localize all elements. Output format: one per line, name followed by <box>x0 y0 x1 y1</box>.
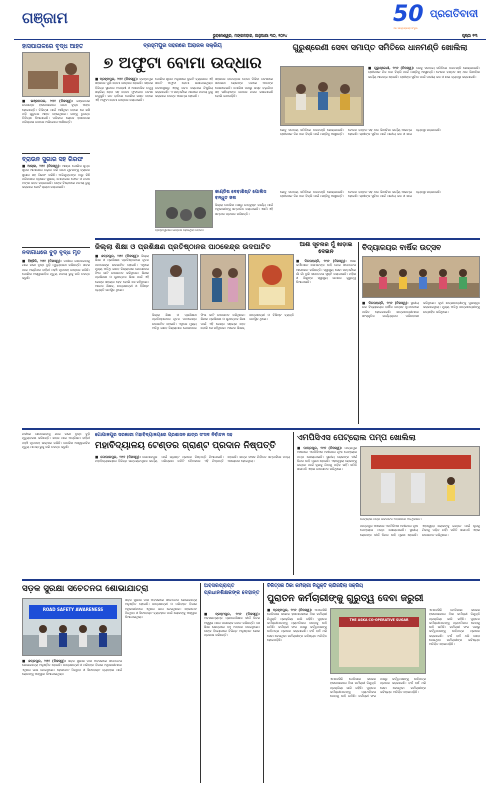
petrol-pump-divider <box>293 432 294 575</box>
petrol-pump-body-col2 <box>360 524 480 575</box>
teachers-training-dateline: ■ ଛତ୍ରପୁର, ୨୯ା୧ (ନିଜସ୍ୱ): <box>95 254 140 258</box>
college-grant-headline: ମହାବିଦ୍ୟାଳୟ ଟେଣ୍ଡର ଗ୍ରାଣ୍ଟ ପ୍ରଦାନ ନିଷ୍ପତ୍ତି <box>95 441 276 451</box>
medical-kicker: ଚିକିତ୍ସକ ଠିକା କର୍ମଚାରୀ ନିଯୁକ୍ତି ଲାଗିରହିଲା ସକ୍ରିୟ <box>267 584 363 589</box>
teachers-training-photo-1 <box>152 254 198 310</box>
petrol-pump-text-2: ପାତ୍ରପୁର ଅଞ୍ଚଳରେ ଏମପିସିଏସ ଅଧୀନରେ ନୂଆ ପେଟ୍ରୋଲ ପମ୍ପ ଖୋଲାଯାଇଛି। ସ୍ଥାନୀୟ ଲୋକଙ୍କ ଦୀର୍ଘ ଦିନର ଦାବି ପୂରଣ ହୋଇଛି। ଏହାଦ୍ୱାରା ଲୋକଙ୍କୁ ଇନ୍ଧନ ପାଇଁ ଦୂରକୁ ଯିବାକୁ ପଡ଼ିବ ନାହିଁ। ସମିତି ସଭାପତି ଏହାର ଉଦଘାଟନ କରିଥିଲେ। <box>360 524 480 537</box>
old-woman-photo <box>22 52 90 97</box>
medical-divider <box>263 583 264 783</box>
brown-sugar-rule <box>22 153 90 154</box>
collector-body-col-right <box>280 190 480 236</box>
left-column-continued <box>22 432 90 575</box>
asha-headline: ଆଶା ସୂଚନାର ମୁଁ ଖାଡ଼ାଇ ଦେଇନ <box>299 242 353 255</box>
masthead <box>0 0 500 40</box>
drowning-headline: ନଦୀଗାଧରେ ବୁଡ଼ି ବୃଦ୍ଧ ମୃତ <box>22 250 81 256</box>
bomb-dateline: ■ ବ୍ରହ୍ମପୁର, ୨୯ା୧ (ନିଜସ୍ୱ): <box>95 77 139 81</box>
collector-dateline: ■ ଗୁରୁଶ୍ରେଣୀ, ୨୯ା୧ (ନିଜସ୍ୱ): <box>368 66 415 70</box>
collector-headline: ଗୁରୁଶ୍ରେଣୀ ସେବା ସମାପ୍ତ ସମିତିରେ ଧାନମଣ୍ଡି ଖୋଲିଲା <box>292 43 468 52</box>
drowning-body <box>22 259 90 424</box>
old-woman-kicker: ହାସପାତାଳରେ ବୃଦ୍ଧ ଆହତ <box>22 43 84 50</box>
petrol-pump-photo-art <box>361 447 480 516</box>
road-safety-headline: ସଡ଼କ ସୁରକ୍ଷା ସଚେତନତା ଶୋଭାଯାତ୍ରା <box>22 584 149 594</box>
road-safety-body-side <box>125 598 197 783</box>
bomb-photo-art <box>156 191 213 228</box>
date-line: ଭୁବନେଶ୍ୱର, ମଙ୍ଗଳବାର, ଜାନୁଆରୀ ୩୦, ୨୦୨୪ <box>212 33 288 38</box>
collector-photo-art <box>281 67 364 126</box>
school-annual-photo-art <box>363 257 480 298</box>
bomb-photo-caption: ବ୍ରହ୍ମପୁରରେ ଉଦ୍ଧାର ହୋଇଥିବା ବୋମା। <box>155 229 204 232</box>
anniversary-number: 50 <box>393 2 424 27</box>
brown-sugar-body <box>22 164 90 244</box>
bomb-kicker-bar <box>95 43 270 51</box>
masthead-rule <box>14 39 486 40</box>
police-award-box <box>215 190 273 236</box>
petrol-pump-caption: ପେଟ୍ରୋଲ ପମ୍ପ ଉଦଘାଟନ ଅବସରରେ ଅତିଥିମାନେ। <box>360 518 422 521</box>
medical-body <box>267 608 327 783</box>
old-woman-dateline: ■ ଭଞ୍ଜନଗର, ୨୯ା୧ (ନିଜସ୍ୱ): <box>22 99 74 103</box>
drowning-dateline: ■ ହିଞ୍ଜିଳି, ୨୯ା୧ (ନିଜସ୍ୱ): <box>22 259 62 263</box>
brown-sugar-headline: ବ୍ରାଉନ ସୁଗାର ସହ ଗିରଫ <box>22 156 84 163</box>
drowning-text: ନଦୀରେ ଗାଧୋଇବାକୁ ଯାଇ ଜଣେ ବୃଦ୍ଧ ବୁଡ଼ି ମୃତ୍ୟୁବରଣ କରିଛନ୍ତି। ଖବର ପାଇ ଅଗ୍ନିଶମ ବାହିନୀ ପହଞ୍ଚି ମୃତଦେହ ଉଦ୍ଧାର କରିଛି। ପୋଲିସ ଅସ୍ୱାଭାବିକ ମୃତ୍ୟୁ ମାମଲା ରୁଜୁ କରି ତଦନ୍ତ କରୁଛି। <box>22 259 90 281</box>
old-woman-photo-art <box>23 53 90 97</box>
petrol-pump-headline: ଏମପିସିଏସ ପେଟ୍ରୋଲ ପମ୍ପ ଖୋଲିଲା <box>297 433 416 442</box>
anniversary-tagline: ଏକ ସତ୍ୟାଶ୍ରୟୀ ସଂସ୍ଥାନ <box>393 27 418 30</box>
petrol-pump-photo <box>360 446 480 516</box>
college-grant-dateline: ■ ଗୋପାଳପୁର, ୨୯ା୧ (ନିଜସ୍ୱ): <box>95 455 141 459</box>
petrol-pump-text: ପାତ୍ରପୁର ଅଞ୍ଚଳରେ ଏମପିସିଏସ ଅଧୀନରେ ନୂଆ ପେଟ୍ରୋଲ ପମ୍ପ ଖୋଲାଯାଇଛି। ସ୍ଥାନୀୟ ଲୋକଙ୍କ ଦୀର୍ଘ ଦିନର ଦାବି ପୂରଣ ହୋଇଛି। ଏହାଦ୍ୱାରା ଲୋକଙ୍କୁ ଇନ୍ଧନ ପାଇଁ ଦୂରକୁ ଯିବାକୁ ପଡ଼ିବ ନାହିଁ। ସମିତି ସଭାପତି ଏହାର ଉଦଘାଟନ କରିଥିଲେ। <box>297 446 357 472</box>
teachers-training-text: ଜିଲ୍ଲା ଶିକ୍ଷା ଓ ପ୍ରଶିକ୍ଷଣ ପ୍ରତିଷ୍ଠାନରେ ନୂତନ ପାଠକେନ୍ଦ୍ର ଉଦଘାଟିତ ହୋଇଛି। ଏଥିରେ ମୁଖ୍ୟ ଅତିଥି ଭାବେ ଜିଲ୍ଲାପାଳ ଯୋଗଦେଇ ଫିତା କାଟି ଉଦଘାଟନ କରିଥିଲେ। ଶିକ୍ଷକ ପ୍ରଶିକ୍ଷଣ ଓ ଗୁଣାତ୍ମକ ଶିକ୍ଷା ପାଇଁ ଏହି କେନ୍ଦ୍ର ସହାୟକ ହେବ ବୋଲି ସେ କହିଥିଲେ। ଅନେକ ଶିକ୍ଷକ, ଛାତ୍ରଛାତ୍ରୀ ଓ ବିଶିଷ୍ଟ ବ୍ୟକ୍ତି ଉପସ୍ଥିତ ଥିଲେ। <box>95 254 149 293</box>
bomb-kicker: ବ୍ରହ୍ମପୁର ସହରରେ ଅରାଜକ ସକ୍ରିୟ <box>143 43 222 49</box>
section-title: ଗଞ୍ଜାମ <box>22 9 68 27</box>
anniversary-logo <box>393 3 427 33</box>
medical-body-3 <box>429 608 480 783</box>
teachers-training-photo-2 <box>200 254 246 310</box>
retired-body <box>204 612 260 783</box>
teachers-training-headline: ଜିଲ୍ଲା ଶିକ୍ଷା ଓ ପ୍ରଶିକ୍ଷଣ ପ୍ରତିଷ୍ଠାନର ପାଠକେନ୍ଦ୍ର ଉଦଘାଟିତ <box>95 242 271 251</box>
bomb-photo <box>155 190 213 228</box>
medical-dateline: ■ ବ୍ରହ୍ମପୁର, ୨୯ା୧ (ନିଜସ୍ୱ): <box>267 608 313 612</box>
school-annual-headline: ବିଦ୍ୟାଳୟର ବାର୍ଷିକ ଉତ୍ସବ <box>362 243 442 252</box>
retired-divider <box>200 583 201 783</box>
school-annual-photo <box>362 256 480 298</box>
retired-text: ଅବସରପ୍ରାପ୍ତ ପ୍ରଧାନଶିକ୍ଷକ ଦୀର୍ଘ ଦିନର ଅସୁସ୍ଥତା ପରେ ପରଲୋକ ଗମନ କରିଛନ୍ତି। ସେ ଶିକ୍ଷା କ୍ଷେତ୍ରରେ ବହୁ ଅବଦାନ ଦେଇଥିଲେ। ତାଙ୍କ ବିୟୋଗରେ ବିଭିନ୍ନ ଅନୁଷ୍ଠାନ ଶୋକ ପ୍ରକାଶ କରିଛନ୍ତି। <box>204 616 260 638</box>
road-safety-body <box>22 659 122 783</box>
teachers-training-body <box>95 254 149 424</box>
asha-body <box>296 259 356 419</box>
section-4-rule <box>22 579 480 581</box>
road-safety-text: ସଡ଼କ ସୁରକ୍ଷା ମାସ ଅବସରରେ ସଚେତନତା ଶୋଭାଯାତ୍ରା ଅନୁଷ୍ଠିତ ହୋଇଛି। ଛାତ୍ରଛାତ୍ରୀ ଓ ପରିବହନ ବିଭାଗ ଅଧିକାରୀମାନେ ଏଥିରେ ଭାଗ ନେଇଥିଲେ। ହେଲମେଟ ପିନ୍ଧିବା ଓ ସିଟବେଲ୍ଟ ବ୍ୟବହାର ପାଇଁ ଲୋକଙ୍କୁ ଆହ୍ୱାନ ଦିଆଯାଇଥିଲା। <box>22 659 122 676</box>
collector-photo <box>280 66 364 126</box>
medical-text: ଏମକେସିଜି ମେଡିକାଲ କଲେଜ ହାସପାତାଳରେ ଠିକା କର୍ମଚାରୀ ନିଯୁକ୍ତି ପ୍ରକ୍ରିୟା ଜାରି ରହିଛି। ପୁରାତନ କର୍ମଚାରୀମାନଙ୍କୁ ପ୍ରାଥମିକତା ଦେବାକୁ ଦାବି ଉଠିଛି। କର୍ମଚାରୀ ସଂଘ ପକ୍ଷରୁ କର୍ତ୍ତୃପକ୍ଷଙ୍କୁ ଦାବିପତ୍ର ପ୍ରଦାନ କରାଯାଇଛି। ବର୍ଷ ବର୍ଷ ଧରି ସେବା ଦେଉଥିବା କର୍ମଚାରୀଙ୍କ ଭବିଷ୍ୟତ ଅନିଶ୍ଚିତ ହୋଇପଡ଼ିଛି। <box>267 608 327 643</box>
teachers-training-photo-1-art <box>153 255 198 310</box>
road-safety-text-2: ସଡ଼କ ସୁରକ୍ଷା ମାସ ଅବସରରେ ସଚେତନତା ଶୋଭାଯାତ୍ରା ଅନୁଷ୍ଠିତ ହୋଇଛି। ଛାତ୍ରଛାତ୍ରୀ ଓ ପରିବହନ ବିଭାଗ ଅଧିକାରୀମାନେ ଏଥିରେ ଭାଗ ନେଇଥିଲେ। ହେଲମେଟ ପିନ୍ଧିବା ଓ ସିଟବେଲ୍ଟ ବ୍ୟବହାର ପାଇଁ ଲୋକଙ୍କୁ ଆହ୍ୱାନ ଦିଆଯାଇଥିଲା। <box>125 598 197 620</box>
bomb-headline: ୭ ଅଫୁଟା ବୋମା ଉଦ୍ଧାର <box>103 53 262 72</box>
teachers-training-photo-3-art <box>249 255 294 310</box>
brown-sugar-text: ଆସ୍କା ପୋଲିସ ଗୁପ୍ତ ସୂଚନା ଆଧାରରେ ଚଢ଼ାଉ କରି ଜଣେ ଯୁବକଙ୍କୁ ବ୍ରାଉନ ସୁଗାର ସହ ଗିରଫ କରିଛି। ଅଭିଯୁକ୍ତଙ୍କ ଠାରୁ କିଛି ପରିମାଣର ବ୍ରାଉନ ସୁଗାର, ମୋବାଇଲ ଫୋନ ଓ ନଗଦ ଟଙ୍କା ଜବତ କରାଯାଇଛି। ତାଙ୍କ ବିରୋଧରେ ମାମଲା ରୁଜୁ କରାଯାଇ କୋର୍ଟ ଚାଲାଣ କରାଯାଇଛି। <box>22 164 90 190</box>
bomb-body-col2 <box>155 77 213 187</box>
collector-text: ଲେବୁ ସମବାୟ ସମିତିରେ ଧାନମଣ୍ଡି ଖୋଲାଯାଇଛି। ଚାଷୀମାନେ ନିଜ ଧାନ ବିକ୍ରି ପାଇଁ ମଣ୍ଡିକୁ ଆସୁଛନ୍ତି। ଟୋକନ ବଣ୍ଟନ ସହ ଧାନ କିଣାବିକା କାର୍ଯ୍ୟ ଆରମ୍ଭ ହୋଇଛି। ଚାଷୀଙ୍କ ସୁବିଧା ପାଇଁ ପାନୀୟ ଜଳ ଓ ଛାଇ ବ୍ୟବସ୍ଥା କରାଯାଇଛି। <box>368 66 480 79</box>
section-3-rule <box>22 428 480 430</box>
school-annual-divider <box>358 242 359 424</box>
collector-text-tail: ଲେବୁ ସମବାୟ ସମିତିରେ ଧାନମଣ୍ଡି ଖୋଲାଯାଇଛି। ଚାଷୀମାନେ ନିଜ ଧାନ ବିକ୍ରି ପାଇଁ ମଣ୍ଡିକୁ ଆସୁଛନ୍ତି। ଟୋକନ ବଣ୍ଟନ ସହ ଧାନ କିଣାବିକା କାର୍ଯ୍ୟ ଆରମ୍ଭ ହୋଇଛି। ଚାଷୀଙ୍କ ସୁବିଧା ପାଇଁ ପାନୀୟ ଜଳ ଓ ଛାଇ ବ୍ୟବସ୍ଥା କରାଯାଇଛି। <box>280 190 442 199</box>
asha-box <box>296 242 356 424</box>
road-safety-dateline: ■ ଛତ୍ରପୁର, ୨୯ା୧ (ନିଜସ୍ୱ): <box>22 659 67 663</box>
old-woman-body <box>22 99 90 151</box>
drowning-rule <box>22 247 90 248</box>
police-award-text: ଜିଲ୍ଲା ପୋଲିସ ପକ୍ଷରୁ ଉତ୍କୃଷ୍ଟ କାର୍ଯ୍ୟ ପାଇଁ ଅଧିକାରୀଙ୍କୁ ସମ୍ମାନିତ କରାଯାଇଛି। ଏସପି ଏହି ସମ୍ମାନ ପ୍ରଦାନ କରିଛନ୍ତି। <box>215 203 273 216</box>
bomb-body-1: ବ୍ରହ୍ମପୁର ସହରରେ ପୁଣି ବୋମା ଉଦ୍ଧାର ହୋଇଛି। ସହରର ବିଭିନ୍ନ ସ୍ଥାନରେ ଅପରାଧୀ ଓ ଅସାମାଜିକ ତତ୍ତ୍ୱ ସକ୍ରିୟ ହେବା ସହ ବୋମା ଫୁଟାଇବା ଘଟଣା ଉପୁଜୁଛି। ଗତ ରାତିରେ ପୋଲିସ ଗସ୍ତ ବେଳେ ଏହି ଅଫୁଟା ବୋମା ଉଦ୍ଧାର କରାଯାଇଛି। <box>95 77 153 103</box>
section-2-rule <box>95 238 480 240</box>
bomb-body-2: ପୋଲିସ ସୂଚନା ଅନୁସାରେ ଦୁଇଟି ବ୍ୟାଗରେ ଏହି ସାତଟି ଅଫୁଟା ବୋମା ରଖାଯାଇଥିଲା। ଘଟଣାସ୍ଥଳରୁ ଏହାକୁ ଜବତ କରାଯାଇ ନିଷ୍କ୍ରିୟ କରାଯାଇଛି। ଏ ସମ୍ପର୍କରେ ଥାନାରେ ମାମଲା ରୁଜୁ କରାଯାଇ ତଦନ୍ତ ଆରମ୍ଭ ହୋଇଛି। <box>155 77 213 99</box>
paper-name: ପ୍ରଗତିବାଦୀ <box>430 9 479 20</box>
medical-photo <box>330 608 426 674</box>
school-annual-body <box>362 301 480 424</box>
college-grant-kicker: ଗୋପାଳପୁର ସରକାରୀ ମହାବିଦ୍ୟାଳୟରେ ପ୍ରଶାସନ ଛାତ୍ର ସଂସଦ ନିର୍ବାଚନ ସହ <box>95 433 233 438</box>
teachers-training-photo-2-art <box>201 255 246 310</box>
school-annual-dateline: ■ ଦିଗପହଣ୍ଡି, ୨୯ା୧ (ନିଜସ୍ୱ): <box>362 301 409 305</box>
bomb-body-col3 <box>215 77 273 187</box>
collector-body-bottom <box>280 128 480 188</box>
medical-headline: ପୁରାତନ କର୍ମଚାରୀଙ୍କୁ ଗୁରୁତ୍ୱ ଦେବା ଜରୁରୀ <box>267 593 424 604</box>
college-grant-text: ଗୋପାଳପୁର ମହାବିଦ୍ୟାଳୟରେ ବିଭିନ୍ନ ଉନ୍ନୟନମୂଳକ କାର୍ଯ୍ୟ ପାଇଁ ଗ୍ରାଣ୍ଟ ପ୍ରଦାନ ନିଷ୍ପତ୍ତି ନିଆଯାଇଛି। ପରିଚାଳନା କମିଟି ବୈଠକରେ ଏହି ନିଷ୍ପତ୍ତି ହୋଇଛି। ଛାତ୍ର ସଂସଦ ନିର୍ବାଚନ ସମ୍ପର୍କରେ ମଧ୍ୟ ଆଲୋଚନା ହୋଇଥିଲା। <box>95 455 290 464</box>
collector-body-side <box>368 66 480 126</box>
drowning-text-more: ନଦୀରେ ଗାଧୋଇବାକୁ ଯାଇ ଜଣେ ବୃଦ୍ଧ ବୁଡ଼ି ମୃତ୍ୟୁବରଣ କରିଛନ୍ତି। ଖବର ପାଇ ଅଗ୍ନିଶମ ବାହିନୀ ପହଞ୍ଚି ମୃତଦେହ ଉଦ୍ଧାର କରିଛି। ପୋଲିସ ଅସ୍ୱାଭାବିକ ମୃତ୍ୟୁ ମାମଲା ରୁଜୁ କରି ତଦନ୍ତ କରୁଛି। <box>22 432 90 449</box>
medical-photo-sign: THE ASKA CO-OPERATIVE SUGAR <box>349 618 409 622</box>
page-label: ପୃଷ୍ଠା ୧୩ <box>462 33 478 38</box>
collector-text-more: ଲେବୁ ସମବାୟ ସମିତିରେ ଧାନମଣ୍ଡି ଖୋଲାଯାଇଛି। ଚାଷୀମାନେ ନିଜ ଧାନ ବିକ୍ରି ପାଇଁ ମଣ୍ଡିକୁ ଆସୁଛନ୍ତି। ଟୋକନ ବଣ୍ଟନ ସହ ଧାନ କିଣାବିକା କାର୍ଯ୍ୟ ଆରମ୍ଭ ହୋଇଛି। ଚାଷୀଙ୍କ ସୁବିଧା ପାଇଁ ପାନୀୟ ଜଳ ଓ ଛାଇ ବ୍ୟବସ୍ଥା କରାଯାଇଛି। <box>280 128 442 137</box>
bomb-body-3: ସହରରେ ବାରମ୍ବାର ବୋମା ମିଳିବା ଘଟଣାରେ ସାଧାରଣ ଲୋକଙ୍କ ମନରେ ଆତଙ୍କ ଦେଖାଦେଇଛି। ପୋଲିସ ପକ୍ଷରୁ ଗସ୍ତ ବଢ଼ାଯିବା ସହ ସନ୍ଦିଗ୍ଧଙ୍କ ଉପରେ ନଜର ରଖାଯାଇଛି ବୋଲି ଜଣାପଡ଼ିଛି। <box>215 77 273 99</box>
bomb-body-col1 <box>95 77 153 187</box>
brown-sugar-dateline: ■ ଆସ୍କା, ୨୯ା୧ (ନିଜସ୍ୱ): <box>22 164 61 168</box>
retired-dateline: ■ ବ୍ରହ୍ମପୁର, ୨୯ା୧ (ନିଜସ୍ୱ): <box>204 612 260 616</box>
teachers-training-text-2: ଜିଲ୍ଲା ଶିକ୍ଷା ଓ ପ୍ରଶିକ୍ଷଣ ପ୍ରତିଷ୍ଠାନରେ ନୂତନ ପାଠକେନ୍ଦ୍ର ଉଦଘାଟିତ ହୋଇଛି। ଏଥିରେ ମୁଖ୍ୟ ଅତିଥି ଭାବେ ଜିଲ୍ଲାପାଳ ଯୋଗଦେଇ ଫିତା କାଟି ଉଦଘାଟନ କରିଥିଲେ। ଶିକ୍ଷକ ପ୍ରଶିକ୍ଷଣ ଓ ଗୁଣାତ୍ମକ ଶିକ୍ଷା ପାଇଁ ଏହି କେନ୍ଦ୍ର ସହାୟକ ହେବ ବୋଲି ସେ କହିଥିଲେ। ଅନେକ ଶିକ୍ଷକ, ଛାତ୍ରଛାତ୍ରୀ ଓ ବିଶିଷ୍ଟ ବ୍ୟକ୍ତି ଉପସ୍ଥିତ ଥିଲେ। <box>152 313 294 330</box>
petrol-pump-dateline: ■ ପାତ୍ରପୁର, ୨୯ା୧ (ନିଜସ୍ୱ): <box>297 446 343 450</box>
teachers-training-body-2 <box>152 313 294 424</box>
medical-text-2: ଏମକେସିଜି ମେଡିକାଲ କଲେଜ ହାସପାତାଳରେ ଠିକା କର୍ମଚାରୀ ନିଯୁକ୍ତି ପ୍ରକ୍ରିୟା ଜାରି ରହିଛି। ପୁରାତନ କର୍ମଚାରୀମାନଙ୍କୁ ପ୍ରାଥମିକତା ଦେବାକୁ ଦାବି ଉଠିଛି। କର୍ମଚାରୀ ସଂଘ ପକ୍ଷରୁ କର୍ତ୍ତୃପକ୍ଷଙ୍କୁ ଦାବିପତ୍ର ପ୍ରଦାନ କରାଯାଇଛି। ବର୍ଷ ବର୍ଷ ଧରି ସେବା ଦେଉଥିବା କର୍ମଚାରୀଙ୍କ ଭବିଷ୍ୟତ ଅନିଶ୍ଚିତ ହୋଇପଡ଼ିଛି। <box>330 677 426 699</box>
teachers-training-photo-3 <box>248 254 294 310</box>
retired-kicker: ଅବସରପ୍ରାପ୍ତ ପ୍ରଧାନଶିକ୍ଷକଙ୍କ ଦେହାନ୍ତ <box>204 583 260 596</box>
asha-dateline: ■ ଦିଗପହଣ୍ଡି, ୨୯ା୧ (ନିଜସ୍ୱ): <box>296 259 347 263</box>
medical-body-2 <box>330 677 426 783</box>
asha-text: ଆଶା କର୍ମୀମାନେ ସେମାନଙ୍କ ଦାବି ନେଇ ସଚେତନତା ଆନ୍ଦୋଳନ କରିଛନ୍ତି। ସ୍ୱାସ୍ଥ୍ୟ ସେବା ସମ୍ପର୍କରେ ଗାଁ ଗାଁ ବୁଲି ସଚେତନତା ସୃଷ୍ଟି କରାଯାଉଛି। ମହିଳା ଓ ଶିଶୁଙ୍କ ସ୍ୱାସ୍ଥ୍ୟ ଉପରେ ଗୁରୁତ୍ୱ ଦିଆଯାଉଛି। <box>296 259 356 285</box>
old-woman-text: ଭଞ୍ଜନଗର ଉପଖଣ୍ଡ ହାସପାତାଳରେ ଜଣେ ବୃଦ୍ଧ ଆହତ ହୋଇଛନ୍ତି। ଚିକିତ୍ସା ପାଇଁ ଆସିଥିବା ବେଳେ ସେ ଖସି ପଡ଼ି ଗୁରୁତର ଆହତ ହୋଇଥିଲେ। ତାଙ୍କୁ ତୁରନ୍ତ ଚିକିତ୍ସା ଦିଆଯାଇଛି। ପରିବାର ଲୋକେ ହାସପାତାଳ ପରିଚାଳନା ଉପରେ ଅଭିଯୋଗ ଆଣିଛନ୍ତି। <box>22 99 90 125</box>
police-award-headline: କାଣ୍ଡିଷ ଦେବାଶିଷ୍ଟ ପୋଲିସ ବନ୍ଧୁତ ଜନା <box>215 190 267 201</box>
medical-text-3: ଏମକେସିଜି ମେଡିକାଲ କଲେଜ ହାସପାତାଳରେ ଠିକା କର୍ମଚାରୀ ନିଯୁକ୍ତି ପ୍ରକ୍ରିୟା ଜାରି ରହିଛି। ପୁରାତନ କର୍ମଚାରୀମାନଙ୍କୁ ପ୍ରାଥମିକତା ଦେବାକୁ ଦାବି ଉଠିଛି। କର୍ମଚାରୀ ସଂଘ ପକ୍ଷରୁ କର୍ତ୍ତୃପକ୍ଷଙ୍କୁ ଦାବିପତ୍ର ପ୍ରଦାନ କରାଯାଇଛି। ବର୍ଷ ବର୍ଷ ଧରି ସେବା ଦେଉଥିବା କର୍ମଚାରୀଙ୍କ ଭବିଷ୍ୟତ ଅନିଶ୍ଚିତ ହୋଇପଡ଼ିଛି। <box>429 608 480 647</box>
road-safety-photo <box>22 598 122 656</box>
road-safety-banner: ROAD SAFETY AWARENESS <box>42 607 104 612</box>
college-grant-body <box>95 455 290 575</box>
school-annual-text: ସ୍ଥାନୀୟ ଉଚ୍ଚ ବିଦ୍ୟାଳୟର ବାର୍ଷିକ ଉତ୍ସବ ଧୁମଧାମରେ ପାଳିତ ହୋଇଯାଇଛି। ଛାତ୍ରଛାତ୍ରୀମାନେ ସାଂସ୍କୃତିକ କାର୍ଯ୍ୟକ୍ରମ ପରିବେଷଣ କରିଥିଲେ। କୃତୀ ଛାତ୍ରଛାତ୍ରୀଙ୍କୁ ପୁରସ୍କୃତ କରାଯାଇଥିଲା। ମୁଖ୍ୟ ଅତିଥି ଛାତ୍ରଛାତ୍ରୀଙ୍କୁ ଉତ୍ସାହିତ କରିଥିଲେ। <box>362 301 480 318</box>
petrol-pump-body-col1 <box>297 446 357 575</box>
